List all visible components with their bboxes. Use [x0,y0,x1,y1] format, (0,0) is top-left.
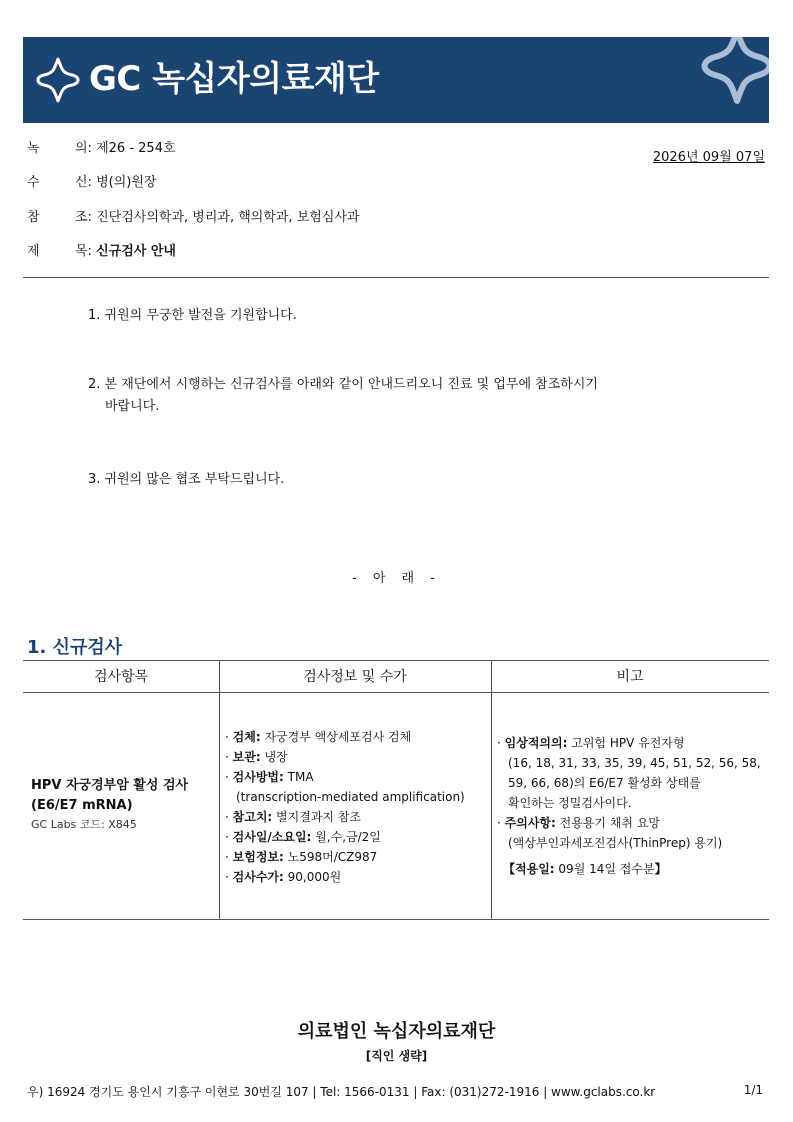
subject-row: 제 목: 신규검사 안내 [27,244,176,259]
test-item-cell [31,776,216,832]
header-test-item: 검사항목 [93,669,149,685]
remark-clinical: · 임상적의의: 고위험 HPV 유전자형 [497,736,685,750]
recipient: 병(의)원장 [96,175,157,190]
info-insurance: · 보험정보: 노598머/CZ987 [225,850,378,864]
recipient-row: 수 신: 병(의)원장 [27,175,157,190]
paragraph-2: 2. 본 재단에서 시행하는 신규검사를 아래와 같이 안내드리오니 진료 및 업무에 참조하시기 바랍니다. [88,377,598,414]
info-reference: · 참고치: 별지결과지 참조 [225,810,362,824]
test-name: HPV 자궁경부암 활성 검사 [31,778,189,793]
remark-caution: · 주의사항: 전용용기 채취 요망 [497,816,661,830]
section-separator: - 아 래 - [352,571,441,586]
info-method-detail: (transcription-mediated amplification) [236,790,465,804]
brand-name: GC 녹십자의료재단 [89,59,379,99]
info-schedule: · 검사일/소요일: 월,수,금/2일 [225,830,381,844]
info-fee: · 검사수가: 90,000원 [225,870,342,884]
paragraph-3: 3. 귀원의 많은 협조 부탁드립니다. [88,472,285,487]
doc-number: 제26 - 254호 [96,141,176,156]
test-name-sub: (E6/E7 mRNA) [31,798,133,813]
cross-star-icon [32,55,84,105]
doc-number-row: 녹 의: 제26 - 254호 [27,141,176,156]
reference: 진단검사의학과, 병리과, 핵의학과, 보험심사과 [96,210,360,225]
header-remarks: 비고 [616,669,644,685]
footer-seal-note: [직인 생략] [365,1049,428,1063]
header-banner [23,37,769,123]
test-info-list [225,727,465,887]
paragraph-1: 1. 귀원의 무궁한 발전을 기원합니다. [88,308,297,323]
remark-apply-date: 【적용일: 09월 14일 접수분】 [503,862,667,876]
info-method: · 검사방법: TMA [225,770,314,784]
doc-date: 2026년 09월 07일 [652,150,765,165]
page-number: 1/1 [743,1083,763,1097]
info-storage: · 보관: 냉장 [225,750,288,764]
section-title: 1. 신규검사 [27,637,123,658]
decorative-cross-icon [679,37,769,123]
footer-organization: 의료법인 녹십자의료재단 [297,1021,496,1042]
test-code: GC Labs 코드: X845 [31,818,137,831]
header-test-info: 검사정보 및 수가 [303,669,407,685]
remarks-list: · 임상적의의: 고위험 HPV 유전자형 (16, 18, 31, 33, 35, 39, 45, 51, 52, 56, 58, 59, 66, 68)의 E6/E7 활성화 상태를 확인하는 정밀검사이다. · 주의사항: 전용용기 채취 요망 (액상부인과세포진검사(ThinPrep) 용기) 【적용일: 09월 14일 접수분】 [497,733,761,879]
divider [23,277,769,278]
footer-address: 우) 16924 경기도 용인시 기흥구 이현로 30번길 107 | Tel: 1566-0131 | Fax: (031)272-1916 | www.gclabs.co.kr [27,1085,656,1099]
info-specimen: · 검체: 자궁경부 액상세포검사 검체 [225,730,412,744]
test-table [23,660,769,920]
subject: 신규검사 안내 [96,244,176,259]
reference-row: 참 조: 진단검사의학과, 병리과, 핵의학과, 보험심사과 [27,210,360,225]
